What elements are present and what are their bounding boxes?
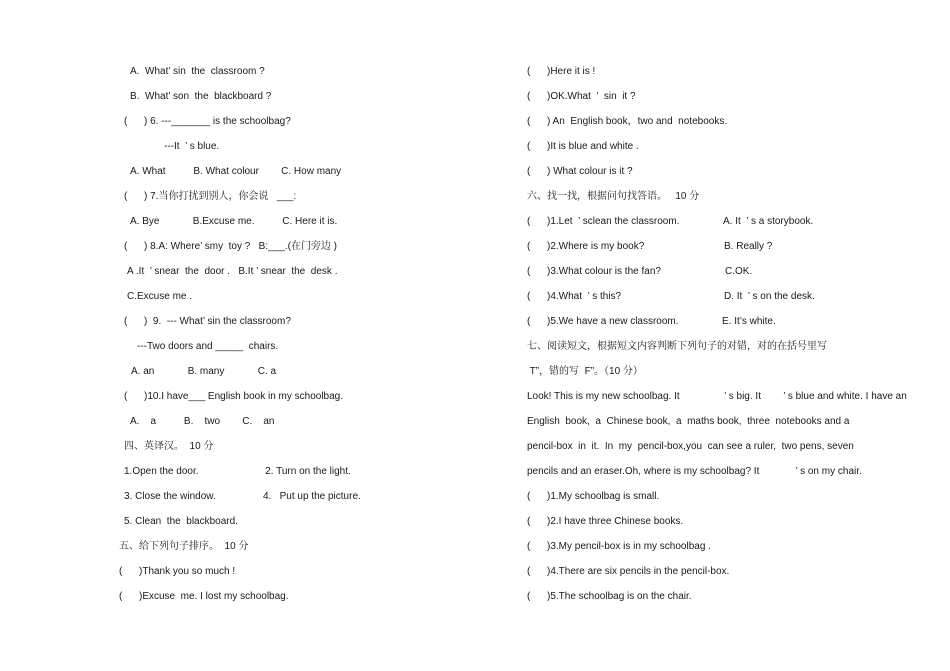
passage-line-1: Look! This is my new schoolbag. It ’ s big. It ’ s blue and white. I have an xyxy=(527,391,907,402)
q8-options-ab: A .It ’ snear the door . B.It ’ snear the desk . xyxy=(127,266,338,277)
q5-option-b: B. What’ son the blackboard ? xyxy=(130,91,272,102)
section7-s5: ( )5.The schoolbag is on the chair. xyxy=(527,591,692,602)
section6-a1: A. It ’ s a storybook. xyxy=(723,216,814,227)
section7-s2: ( )2.I have three Chinese books. xyxy=(527,516,684,527)
section5-item4: ( )OK.What ’ sin it ? xyxy=(527,91,636,102)
section5-item6: ( )It is blue and white . xyxy=(527,141,639,152)
q6-options: A. What B. What colour C. How many xyxy=(130,166,342,177)
section6-a2: B. Really ? xyxy=(724,241,773,252)
section7-title-line1: 七、阅读短文，根据短文内容判断下列句子的对错，对的在括号里写 xyxy=(527,341,827,352)
q7-options: A. Bye B.Excuse me. C. Here it is. xyxy=(130,216,338,227)
q10-options: A. a B. two C. an xyxy=(130,416,275,427)
q10-question: ( )10.I have___ English book in my schoolbag. xyxy=(124,391,344,402)
section4-title: 四、英译汉。 10 分 xyxy=(124,441,214,452)
q8-option-c: C.Excuse me . xyxy=(127,291,193,302)
section7-s4: ( )4.There are six pencils in the pencil-box. xyxy=(527,566,730,577)
section6-q2: ( )2.Where is my book? xyxy=(527,241,645,252)
section7-s1: ( )1.My schoolbag is small. xyxy=(527,491,660,502)
section7-title-line2: T”，错的写 F”。（10 分） xyxy=(527,366,643,377)
section6-q5: ( )5.We have a new classroom. xyxy=(527,316,679,327)
q6-question: ( ) 6. ---_______ is the schoolbag? xyxy=(124,116,291,127)
section5-item3: ( )Here it is ! xyxy=(527,66,596,77)
section6-q4: ( )4.What ’ s this? xyxy=(527,291,622,302)
q5-option-a: A. What’ sin the classroom ? xyxy=(130,66,265,77)
section5-item7: ( ) What colour is it ? xyxy=(527,166,633,177)
section7-s3: ( )3.My pencil-box is in my schoolbag . xyxy=(527,541,711,552)
passage-line-3: pencil-box in it. In my pencil-box,you can see a ruler, two pens, seven xyxy=(527,441,854,452)
q9-answer: ---Two doors and _____ chairs. xyxy=(137,341,279,352)
section6-a5: E. It’s white. xyxy=(722,316,776,327)
q9-options: A. an B. many C. a xyxy=(131,366,277,377)
q6-answer: ---It ’ s blue. xyxy=(164,141,220,152)
section6-a3: C.OK. xyxy=(725,266,753,277)
q9-question: ( ) 9. --- What’ sin the classroom? xyxy=(124,316,291,327)
section5-item2: ( )Excuse me. I lost my schoolbag. xyxy=(119,591,289,602)
passage-line-2: English book, a Chinese book, a maths book, three notebooks and a xyxy=(527,416,850,427)
section5-title: 五、给下列句子排序。 10 分 xyxy=(119,541,249,552)
section6-a4: D. It ’ s on the desk. xyxy=(724,291,815,302)
section6-q3: ( )3.What colour is the fan? xyxy=(527,266,661,277)
q8-question: ( ) 8.A: Where’ smy toy ? B:___.(在门旁边 ) xyxy=(124,241,338,252)
section6-q1: ( )1.Let ’ sclean the classroom. xyxy=(527,216,680,227)
section4-row3: 5. Clean the blackboard. xyxy=(124,516,238,527)
section4-row2: 3. Close the window. 4. Put up the picture. xyxy=(124,491,361,502)
section5-item5: ( ) An English book，two and notebooks. xyxy=(527,116,728,127)
section5-item1: ( )Thank you so much ! xyxy=(119,566,236,577)
section4-row1: 1.Open the door. 2. Turn on the light. xyxy=(124,466,351,477)
section6-title: 六、找一找，根据问句找答语。 10 分 xyxy=(527,191,700,202)
q7-question: ( ) 7.当你打扰到别人，你会说 ___: xyxy=(124,191,297,202)
passage-line-4: pencils and an eraser.Oh, where is my schoolbag? It ’ s on my chair. xyxy=(527,466,862,477)
